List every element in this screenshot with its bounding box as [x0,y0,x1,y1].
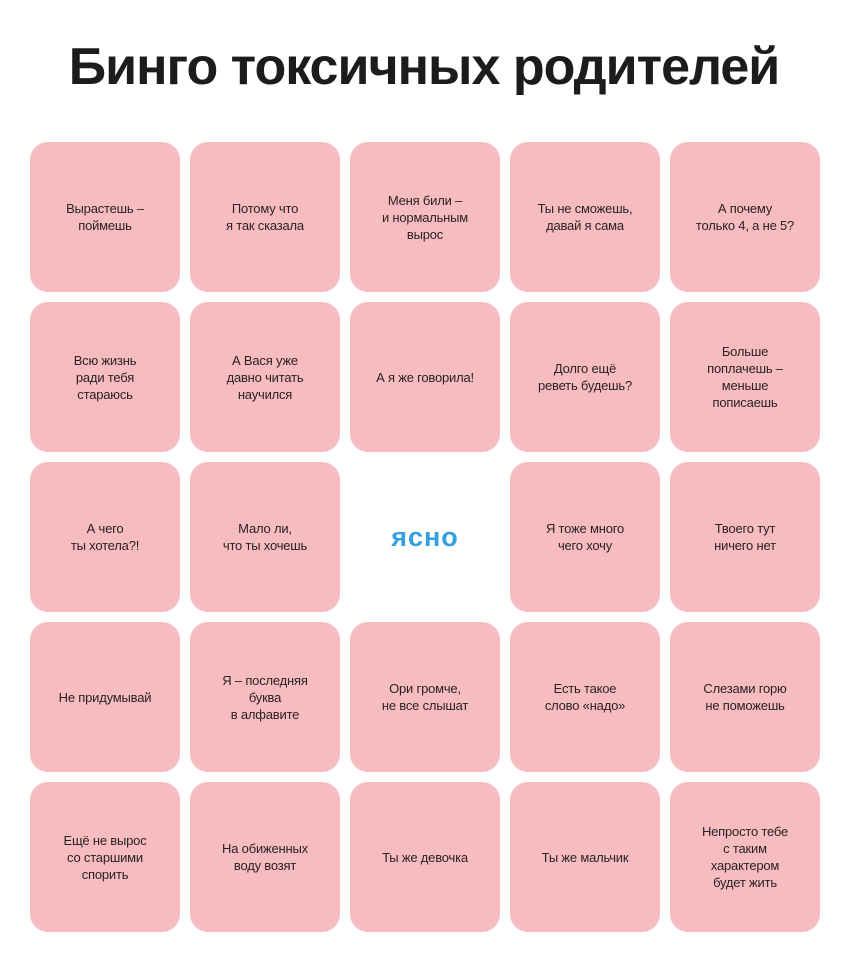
bingo-cell-text: Слезами горю не поможешь [703,681,787,713]
bingo-cell [670,302,820,452]
bingo-cell [670,142,820,292]
bingo-cell-text: Вырастешь – поймешь [66,201,144,233]
bingo-cell [510,462,660,612]
bingo-cell-text: Есть такое слово «надо» [544,681,626,713]
bingo-cell [510,782,660,932]
bingo-cell [350,622,500,772]
bingo-cell-text: Твоего тут ничего нет [714,521,776,553]
bingo-center-cell [350,462,500,612]
bingo-cell [190,302,340,452]
bingo-cell [30,302,180,452]
bingo-cell [670,782,820,932]
bingo-cell [510,622,660,772]
bingo-cell-text: Я тоже много чего хочу [545,521,625,553]
bingo-cell [30,462,180,612]
bingo-cell [190,782,340,932]
bingo-cell-text: Не придумывай [58,689,152,705]
bingo-cell-text: Всю жизнь ради тебя стараюсь [73,352,137,402]
bingo-cell [670,462,820,612]
bingo-cell [670,622,820,772]
bingo-cell [30,142,180,292]
bingo-cell-text: Потому что я так сказала [226,201,304,233]
bingo-cell-text: Долго ещё реветь будешь? [537,361,633,393]
bingo-cell [190,622,340,772]
bingo-cell [190,462,340,612]
bingo-cell [350,782,500,932]
bingo-cell-text: А Вася уже давно читать научился [226,352,304,402]
bingo-cell-text: Ты же мальчик [541,849,629,865]
bingo-cell [190,142,340,292]
bingo-cell-text: Меня били – и нормальным вырос [381,192,469,242]
bingo-cell [30,622,180,772]
bingo-cell [510,302,660,452]
bingo-cell-text: А я же говорила! [376,369,474,385]
bingo-cell-text: Ещё не вырос со старшими спорить [63,832,147,882]
bingo-cell-text: Ори громче, не все слышат [381,681,469,713]
bingo-cell [350,142,500,292]
bingo-cell-text: Больше поплачешь – меньше пописаешь [707,344,783,410]
bingo-cell-text: Я – последняя буква в алфавите [222,672,308,722]
bingo-cell-text: На обиженных воду возят [222,841,308,873]
bingo-cell [350,302,500,452]
bingo-cell [30,782,180,932]
bingo-grid [30,142,820,932]
bingo-cell-text: Ты же девочка [382,849,468,865]
bingo-cell-text: Мало ли, что ты хочешь [222,521,308,553]
bingo-cell-text: А почему только 4, а не 5? [695,201,795,233]
bingo-cell-text: Непросто тебе с таким характером будет жить [701,824,789,890]
bingo-center-text: ясно [391,521,459,552]
bingo-cell [510,142,660,292]
bingo-cell-text: Ты не сможешь, давай я сама [537,201,633,233]
page-title: Бинго токсичных родителей [68,38,780,96]
bingo-cell-text: А чего ты хотела?! [70,521,140,553]
